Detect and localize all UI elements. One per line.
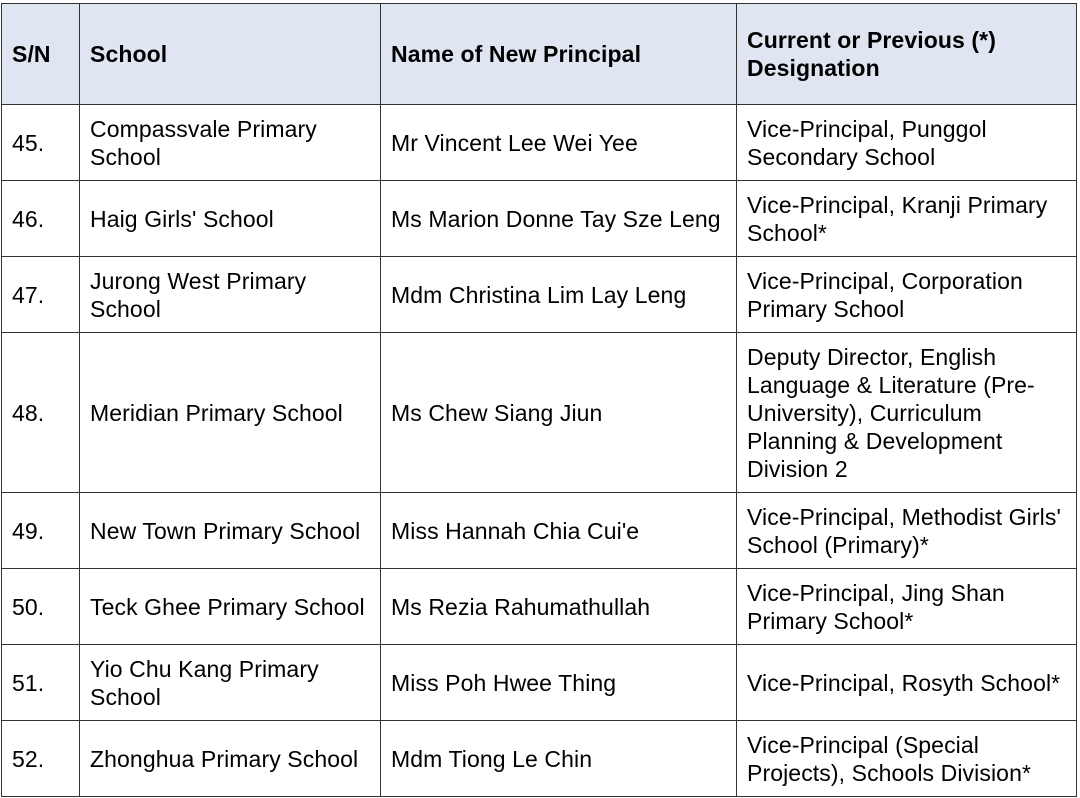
cell-sn: 51. (2, 645, 80, 721)
table-row (2, 645, 1077, 721)
table-row (2, 493, 1077, 569)
table-row (2, 105, 1077, 181)
cell-school: Haig Girls' School (80, 181, 381, 257)
cell-designation: Vice-Principal, Jing Shan Primary School* (737, 569, 1077, 645)
cell-sn: 52. (2, 721, 80, 797)
table-row (2, 721, 1077, 797)
table-row (2, 181, 1077, 257)
header-sn: S/N (2, 4, 80, 105)
table-header-row (2, 4, 1077, 105)
cell-name: Ms Chew Siang Jiun (381, 333, 737, 493)
cell-sn: 50. (2, 569, 80, 645)
cell-sn: 49. (2, 493, 80, 569)
cell-name: Mdm Tiong Le Chin (381, 721, 737, 797)
header-designation: Current or Previous (*) Designation (737, 4, 1077, 105)
cell-name: Miss Poh Hwee Thing (381, 645, 737, 721)
principals-table (1, 3, 1077, 797)
cell-school: Compassvale Primary School (80, 105, 381, 181)
cell-designation: Vice-Principal, Rosyth School* (737, 645, 1077, 721)
cell-school: Teck Ghee Primary School (80, 569, 381, 645)
table-row (2, 257, 1077, 333)
cell-name: Ms Rezia Rahumathullah (381, 569, 737, 645)
cell-name: Mr Vincent Lee Wei Yee (381, 105, 737, 181)
cell-designation: Vice-Principal (Special Projects), Schools Division* (737, 721, 1077, 797)
cell-sn: 46. (2, 181, 80, 257)
cell-school: Zhonghua Primary School (80, 721, 381, 797)
cell-name: Mdm Christina Lim Lay Leng (381, 257, 737, 333)
header-name: Name of New Principal (381, 4, 737, 105)
cell-sn: 47. (2, 257, 80, 333)
cell-designation: Vice-Principal, Punggol Secondary School (737, 105, 1077, 181)
cell-school: Meridian Primary School (80, 333, 381, 493)
table-row (2, 333, 1077, 493)
cell-designation: Vice-Principal, Kranji Primary School* (737, 181, 1077, 257)
cell-school: Jurong West Primary School (80, 257, 381, 333)
cell-name: Miss Hannah Chia Cui'e (381, 493, 737, 569)
cell-sn: 48. (2, 333, 80, 493)
header-school: School (80, 4, 381, 105)
cell-designation: Vice-Principal, Methodist Girls' School (Primary)* (737, 493, 1077, 569)
cell-school: Yio Chu Kang Primary School (80, 645, 381, 721)
table-row (2, 569, 1077, 645)
cell-designation: Deputy Director, English Language & Literature (Pre-University), Curriculum Planning & Development Division 2 (737, 333, 1077, 493)
cell-school: New Town Primary School (80, 493, 381, 569)
cell-designation: Vice-Principal, Corporation Primary School (737, 257, 1077, 333)
cell-name: Ms Marion Donne Tay Sze Leng (381, 181, 737, 257)
cell-sn: 45. (2, 105, 80, 181)
